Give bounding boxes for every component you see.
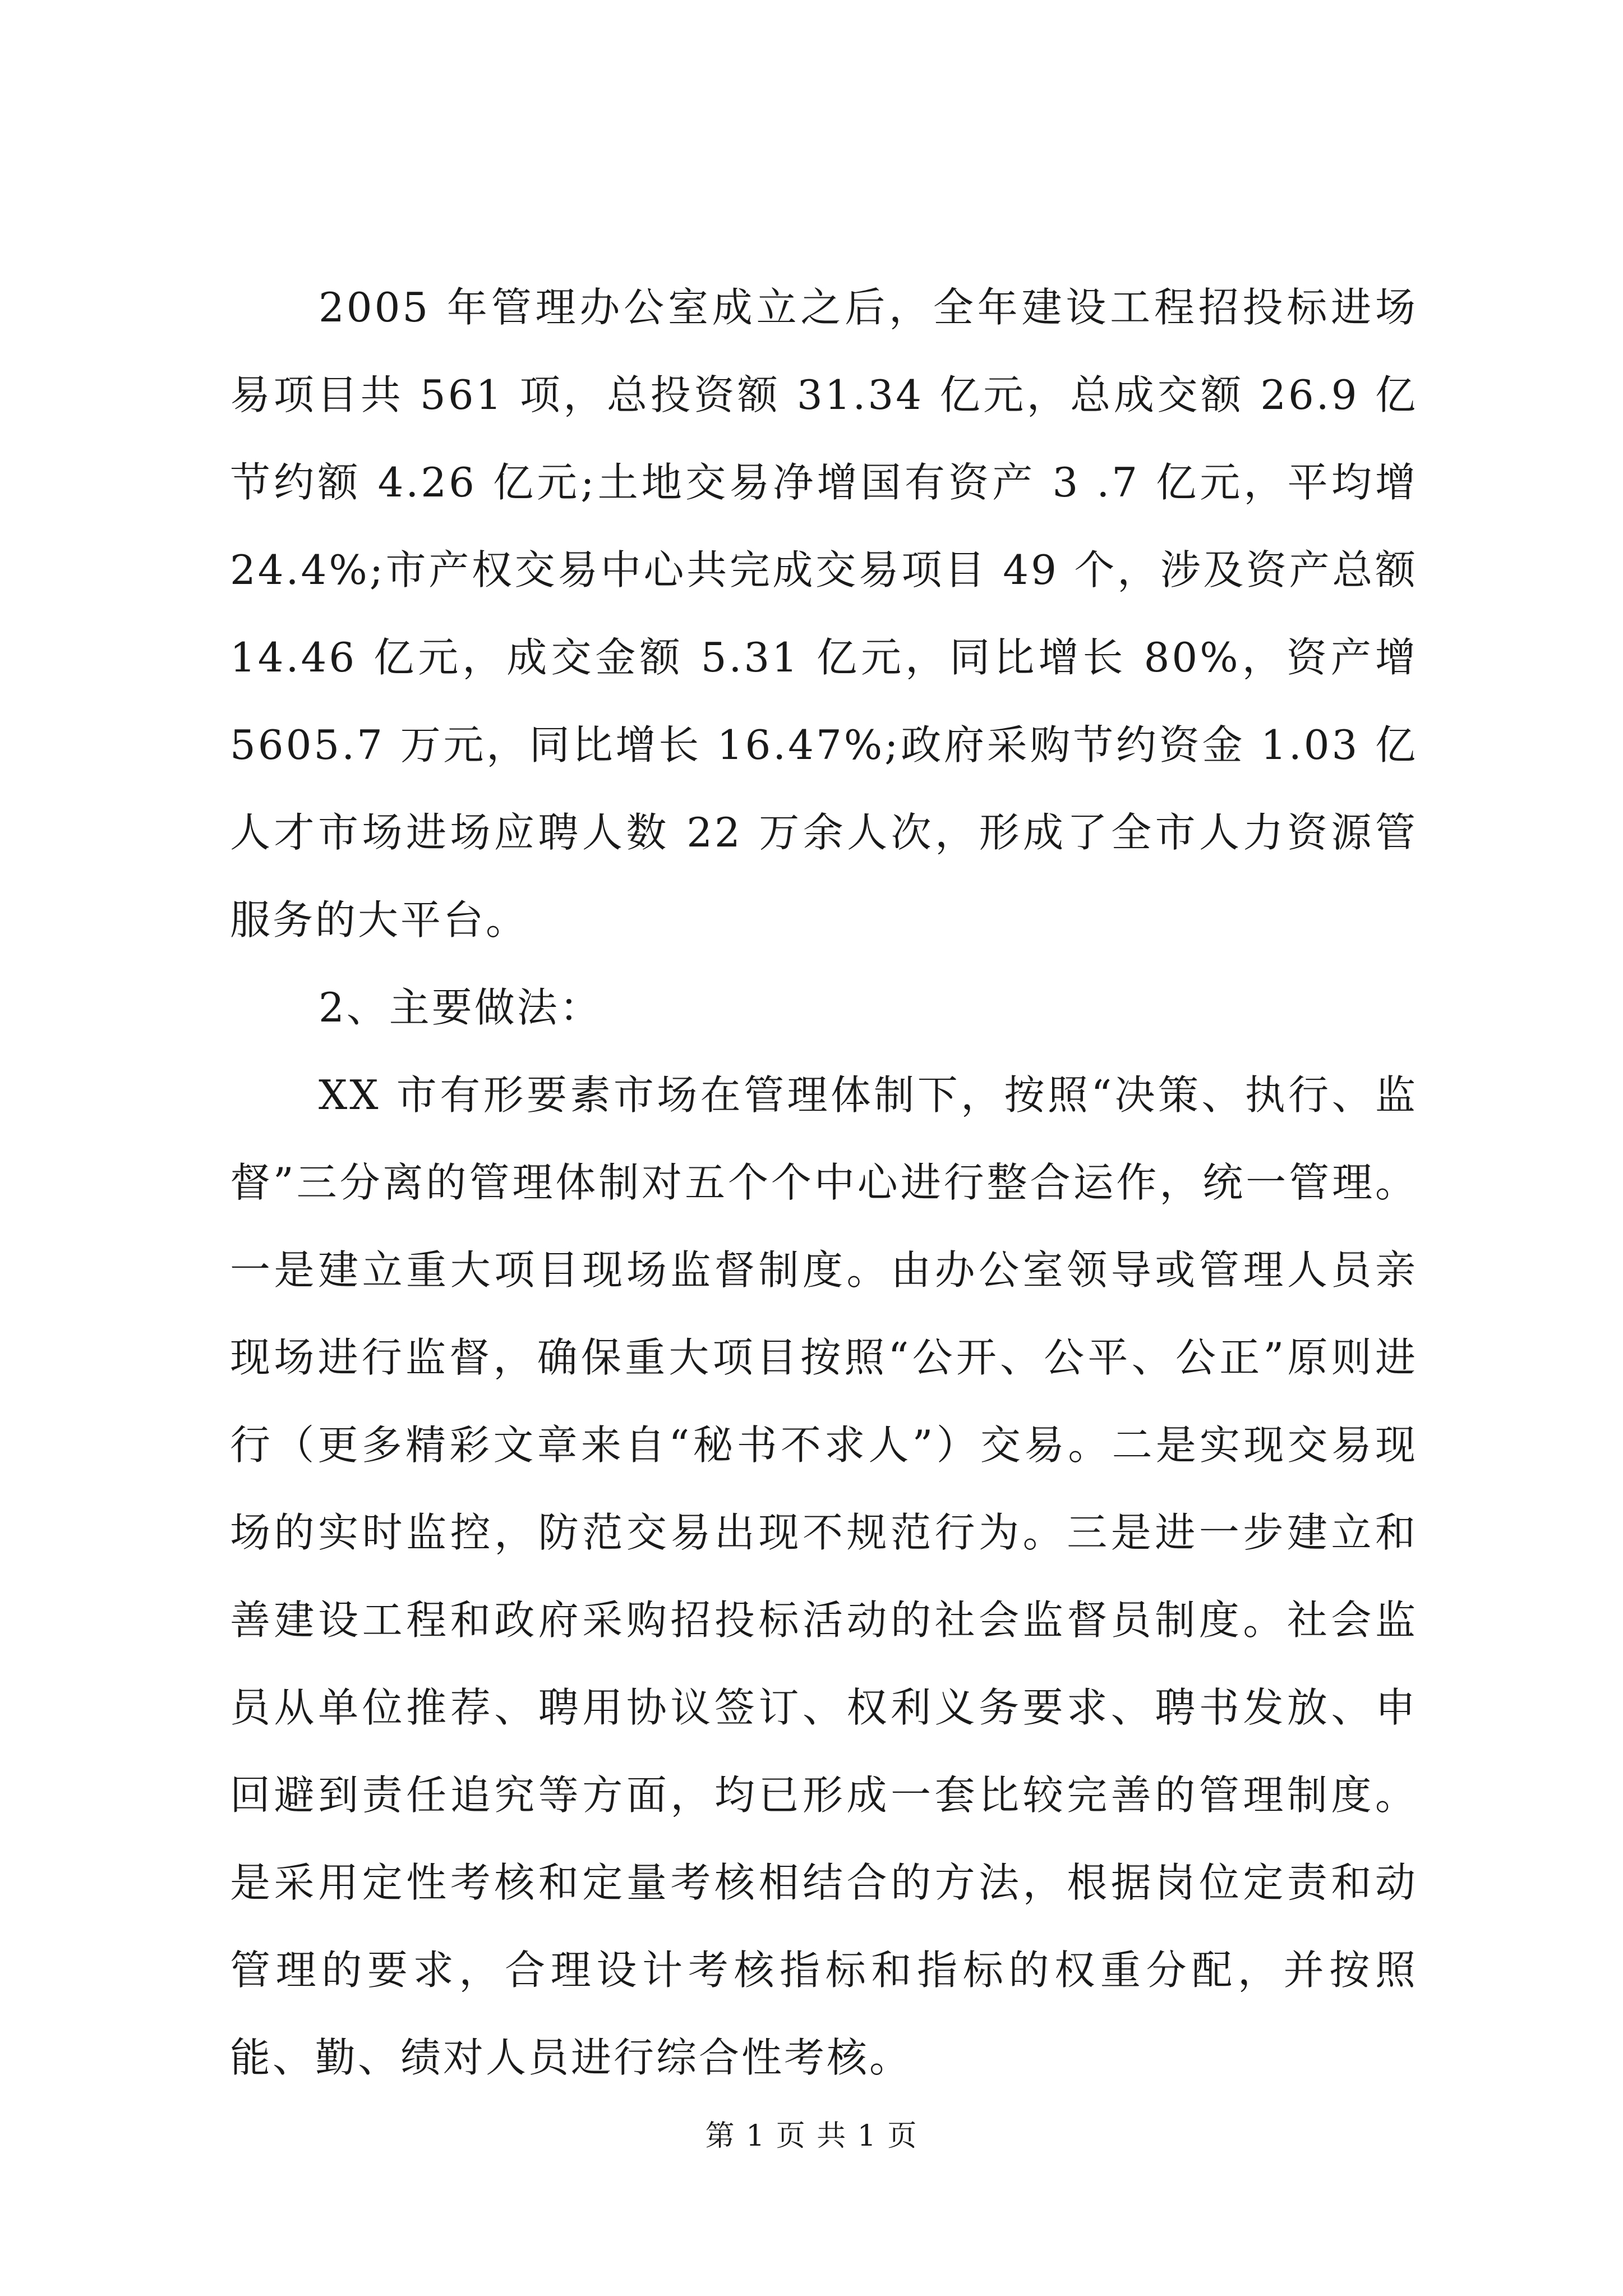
page-footer: 第 1 页 共 1 页 [705,2119,918,2153]
paragraph-line: XX 市有形要素市场在管理体制下，按照“决策、执行、监 [319,1071,1418,1119]
document-body [230,264,1418,2101]
paragraph-line: 一是建立重大项目现场监督制度。由办公室领导或管理人员亲 [230,1246,1418,1294]
paragraph-line: 员从单位推荐、聘用协议签订、权利义务要求、聘书发放、申 [230,1684,1418,1731]
paragraph-line: 善建设工程和政府采购招投标活动的社会监督员制度。社会监 [230,1596,1418,1644]
paragraph-line: 能、勤、绩对人员进行综合性考核。 [230,2034,912,2081]
paragraph-line: 节约额 4.26 亿元;土地交易净增国有资产 3 .7 亿元，平均增 [230,459,1418,506]
section-heading: 2、主要做法： [319,984,602,1031]
paragraph-line: 人才市场进场应聘人数 22 万余人次，形成了全市人力资源管 [230,809,1418,856]
paragraph-line: 5605.7 万元，同比增长 16.47%;政府采购节约资金 1.03 亿 [230,721,1418,769]
paragraph-line: 回避到责任追究等方面，均已形成一套比较完善的管理制度。 [230,1772,1418,1819]
paragraph-line: 易项目共 561 项，总投资额 31.34 亿元，总成交额 26.9 亿 [230,371,1418,418]
paragraph-line: 14.46 亿元，成交金额 5.31 亿元，同比增长 80%，资产增 [230,634,1418,681]
paragraph-line: 2005 年管理办公室成立之后，全年建设工程招投标进场 [319,284,1418,331]
paragraph-line: 场的实时监控，防范交易出现不规范行为。三是进一步建立和 [230,1509,1418,1556]
paragraph-line: 现场进行监督，确保重大项目按照“公开、公平、公正”原则进 [230,1334,1418,1381]
paragraph-line: 是采用定性考核和定量考核相结合的方法，根据岗位定责和动 [230,1859,1418,1906]
paragraph-line: 管理的要求，合理设计考核指标和指标的权重分配，并按照 [230,1947,1418,1994]
paragraph-line: 24.4%;市产权交易中心共完成交易项目 49 个，涉及资产总额 [230,546,1418,593]
paragraph-line: 督”三分离的管理体制对五个个中心进行整合运作，统一管理。 [230,1159,1418,1206]
paragraph-line: 行（更多精彩文章来自“秘书不求人”）交易。二是实现交易现 [230,1421,1418,1469]
paragraph-line: 服务的大平台。 [230,896,529,944]
